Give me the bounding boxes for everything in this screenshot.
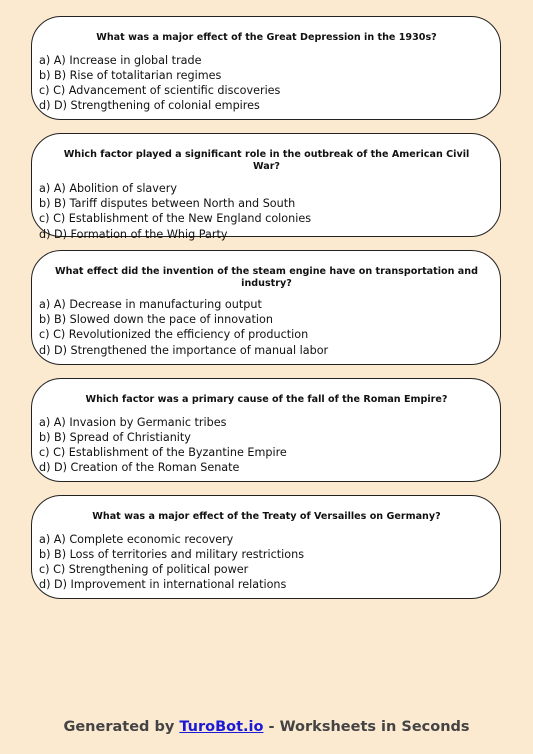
- option-c: c) C) Strengthening of political power: [39, 562, 249, 576]
- question-card: [31, 495, 501, 599]
- question-text: Which factor was a primary cause of the fall of the Roman Empire?: [85, 394, 448, 405]
- turobot-link[interactable]: TuroBot.io: [179, 719, 264, 735]
- footer: [0, 719, 533, 735]
- option-a: a) A) Invasion by Germanic tribes: [39, 415, 227, 429]
- footer-prefix: Generated by: [63, 719, 180, 735]
- option-c: c) C) Revolutionized the efficiency of production: [39, 328, 309, 342]
- option-d: d) D) Improvement in international relations: [39, 578, 287, 592]
- question-card: [31, 133, 501, 241]
- options-list: [39, 297, 500, 358]
- option-a: a) A) Increase in global trade: [39, 53, 202, 67]
- question-text: What was a major effect of the Treaty of Versailles on Germany?: [92, 511, 441, 522]
- footer-suffix: - Worksheets in Seconds: [263, 719, 470, 735]
- options-list: [39, 53, 500, 114]
- option-b: b) B) Slowed down the pace of innovation: [39, 313, 273, 327]
- question-card: [31, 250, 501, 365]
- option-b: b) B) Spread of Christianity: [39, 430, 191, 444]
- option-b: b) B) Rise of totalitarian regimes: [39, 68, 222, 82]
- question-text: What effect did the invention of the steam engine have on transportation and industry?: [55, 266, 478, 289]
- options-list: [39, 415, 500, 476]
- question-card: [31, 378, 501, 482]
- option-b: b) B) Loss of territories and military restrictions: [39, 547, 305, 561]
- option-a: a) A) Abolition of slavery: [39, 182, 178, 195]
- option-d: d) D) Strengthened the importance of manual labor: [39, 343, 329, 357]
- option-a: a) A) Decrease in manufacturing output: [39, 298, 262, 311]
- question-card: [31, 16, 501, 120]
- option-b: b) B) Tariff disputes between North and South: [39, 197, 296, 211]
- option-c: c) C) Establishment of the Byzantine Empire: [39, 445, 287, 459]
- option-a: a) A) Complete economic recovery: [39, 532, 234, 546]
- option-c: c) C) Establishment of the New England colonies: [39, 212, 312, 226]
- option-d: d) D) Creation of the Roman Senate: [39, 461, 240, 475]
- options-list: [39, 532, 500, 593]
- question-text: What was a major effect of the Great Depression in the 1930s?: [96, 32, 437, 43]
- option-d: d) D) Strengthening of colonial empires: [39, 99, 260, 113]
- option-d: d) D) Formation of the Whig Party: [39, 227, 228, 241]
- options-list: [39, 181, 500, 242]
- question-text: Which factor played a significant role in the outbreak of the American Civil War?: [63, 149, 470, 172]
- option-c: c) C) Advancement of scientific discoveries: [39, 83, 281, 97]
